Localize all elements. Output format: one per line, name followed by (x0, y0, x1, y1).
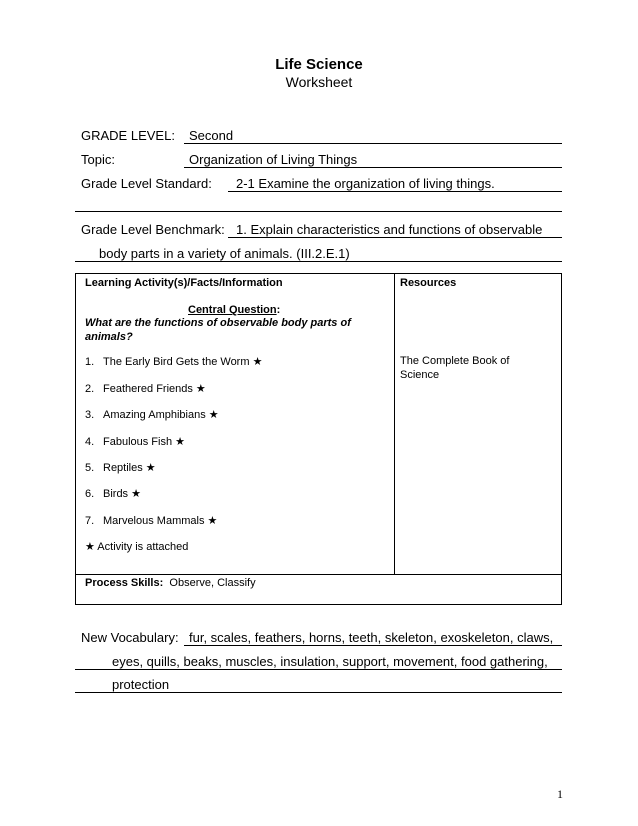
list-item: 2. Feathered Friends ★ (85, 383, 206, 395)
page-title: Life Science (275, 56, 363, 73)
list-item: 1. The Early Bird Gets the Worm ★ (85, 356, 263, 368)
vocabulary-line2: eyes, quills, beaks, muscles, insulation, support, movement, food gathering, (112, 654, 548, 669)
central-question-text-2: animals? (85, 331, 133, 343)
list-item: 6. Birds ★ (85, 488, 141, 500)
topic-value: Organization of Living Things (189, 152, 358, 167)
list-item: 7. Marvelous Mammals ★ (85, 515, 218, 527)
list-item: 3. Amazing Amphibians ★ (85, 409, 219, 421)
list-item: 5. Reptiles ★ (85, 462, 156, 474)
process-skills: Process Skills: Observe, Classify (85, 577, 256, 589)
vocabulary-underline-2 (75, 669, 562, 670)
standard-value: 2-1 Examine the organization of living things. (236, 176, 495, 191)
benchmark-underline-1 (228, 237, 562, 238)
resource-text-1: The Complete Book of (400, 355, 510, 367)
grade-level-underline (184, 143, 562, 144)
topic-label: Topic: (81, 152, 115, 167)
standard-underline (228, 191, 562, 192)
grade-level-label: GRADE LEVEL: (81, 128, 175, 143)
table-column-divider (394, 274, 395, 574)
page-number: 1 (557, 787, 563, 801)
standard-label: Grade Level Standard: (81, 176, 212, 191)
topic-underline (184, 167, 562, 168)
grade-level-value: Second (189, 128, 234, 143)
vocabulary-line3: protection (112, 677, 170, 692)
page-subtitle: Worksheet (285, 74, 353, 90)
vocabulary-underline-1 (184, 645, 562, 646)
activity-table (75, 273, 562, 605)
vocabulary-label: New Vocabulary: (81, 630, 179, 645)
col1-header: Learning Activity(s)/Facts/Information (85, 277, 283, 289)
resource-text-2: Science (400, 369, 440, 381)
central-question-heading: Central Question: (188, 304, 281, 316)
attached-note: ★ Activity is attached (85, 541, 189, 553)
benchmark-value-line1: 1. Explain characteristics and functions of observable (236, 222, 543, 237)
vocabulary-underline-3 (75, 692, 562, 693)
vocabulary-line1: fur, scales, feathers, horns, teeth, skeleton, exoskeleton, claws, (189, 630, 554, 645)
list-item: 4. Fabulous Fish ★ (85, 436, 186, 448)
section-divider (75, 211, 562, 212)
benchmark-label: Grade Level Benchmark: (81, 222, 225, 237)
central-question-text-1: What are the functions of observable body parts of (85, 317, 351, 329)
col2-header: Resources (400, 277, 457, 289)
table-row-divider (76, 574, 561, 575)
benchmark-underline-2 (75, 261, 562, 262)
benchmark-value-line2: body parts in a variety of animals. (III.2.E.1) (99, 246, 350, 261)
